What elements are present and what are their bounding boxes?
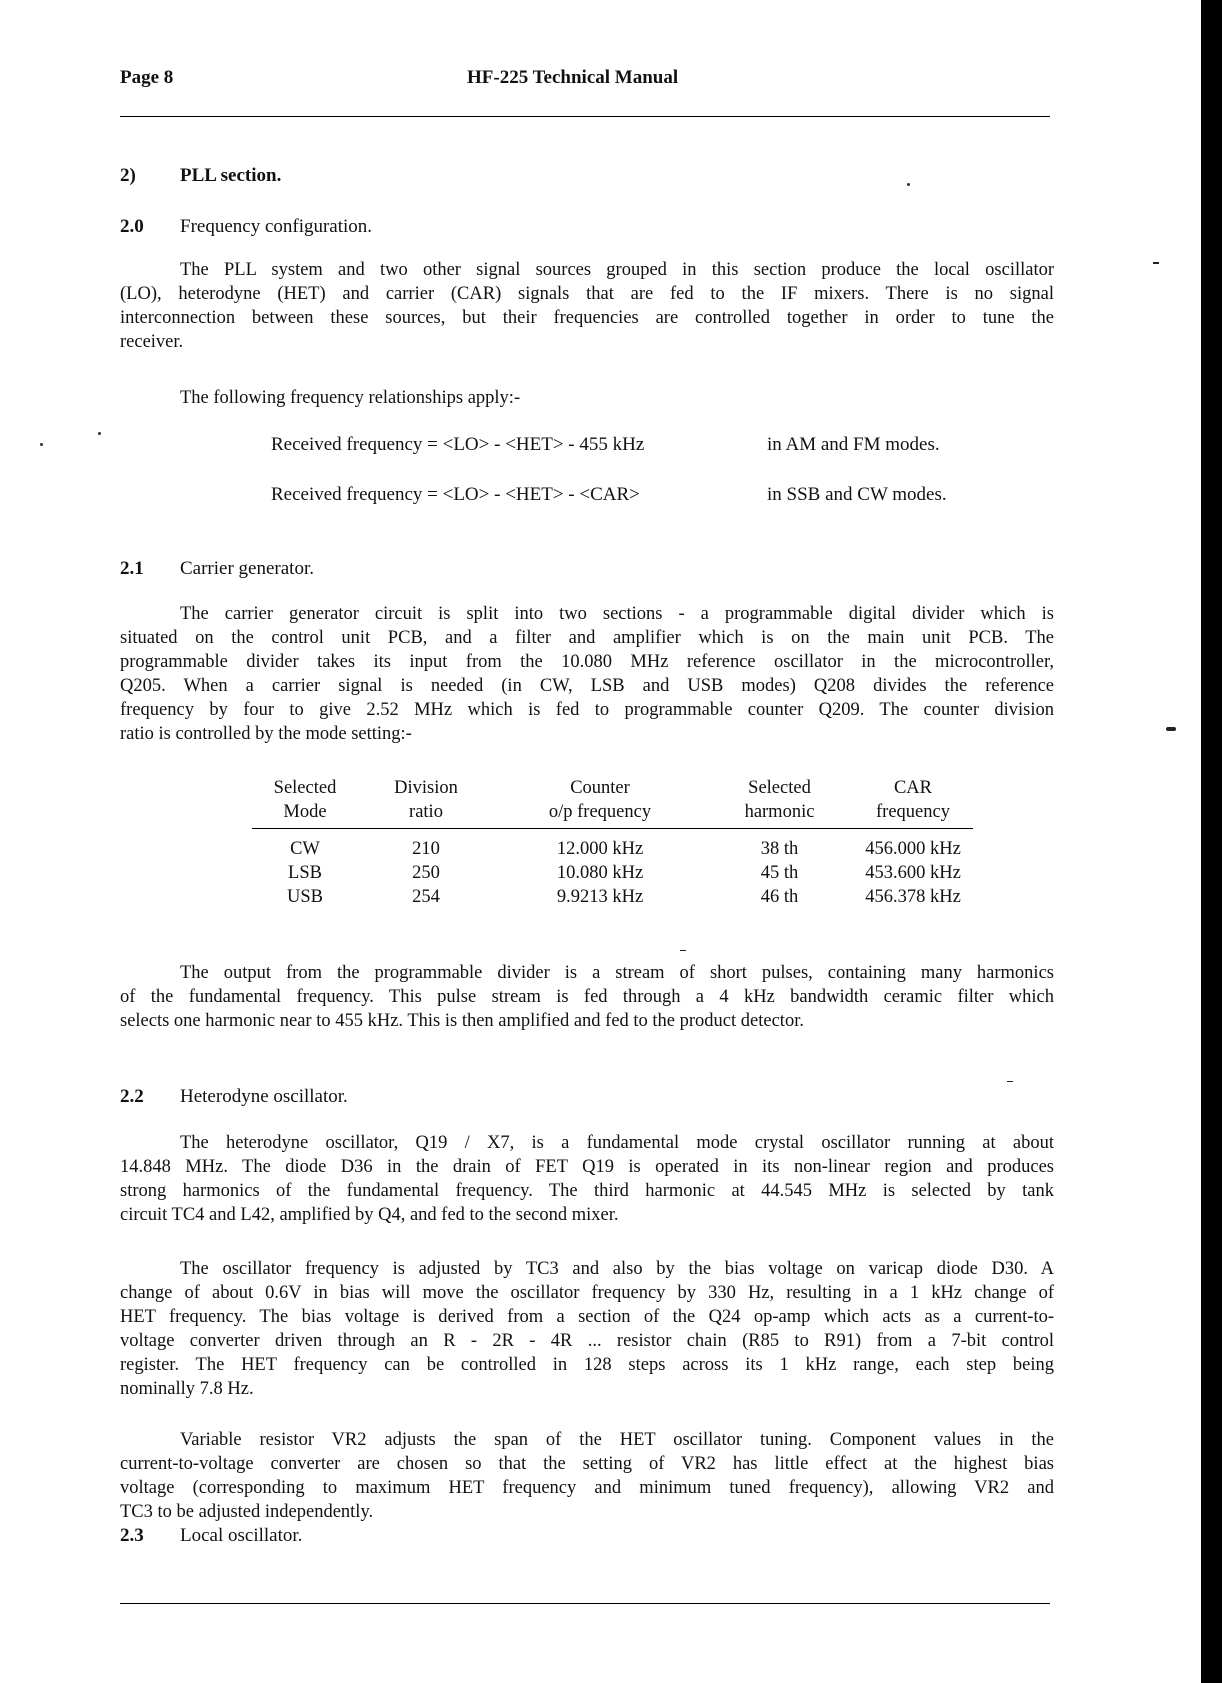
column-header-car: CAR frequency	[876, 778, 950, 822]
text-line: frequency by four to give 2.52 MHz which is fed to programmable counter Q209. The counter division	[120, 700, 1054, 720]
text-line: current-to-voltage converter are chosen so that the setting of VR2 has little effect at the highest bias	[120, 1454, 1054, 1474]
section-number: 2.2	[120, 1086, 144, 1107]
table-cell: 254	[412, 887, 440, 907]
section-title: Carrier generator.	[180, 558, 314, 579]
table-cell: USB	[287, 887, 323, 907]
scan-speck	[907, 183, 910, 186]
divider-output-paragraph	[120, 961, 1054, 1033]
text-line: of the fundamental frequency. This pulse stream is fed through a 4 kHz bandwidth ceramic filter which	[120, 987, 1054, 1007]
table-cell: 38 th	[760, 839, 799, 859]
table-cell: 453.600 kHz	[865, 863, 961, 883]
relationships-intro	[120, 386, 1054, 410]
section-title: Local oscillator.	[180, 1525, 303, 1546]
scan-mark	[1166, 727, 1176, 731]
section-2-1-heading	[120, 558, 314, 580]
text-line: The carrier generator circuit is split into two sections - a programmable digital divider which is	[180, 604, 1054, 624]
table-cell: 45 th	[760, 863, 799, 883]
scan-speck	[98, 432, 101, 435]
carrier-division-table	[252, 776, 973, 909]
text-line: strong harmonics of the fundamental frequency. The third harmonic at 44.545 MHz is selected by tank	[120, 1181, 1054, 1201]
section-2-0-heading	[120, 216, 372, 238]
table-cell: 456.000 kHz	[865, 839, 961, 859]
table-cell: 210	[412, 839, 440, 859]
text-line: receiver.	[120, 332, 184, 352]
text-line: circuit TC4 and L42, amplified by Q4, and fed to the second mixer.	[120, 1205, 619, 1225]
section-title: PLL section.	[180, 165, 282, 186]
document-title: HF-225 Technical Manual	[467, 67, 679, 88]
column-header-division: Division ratio	[394, 778, 458, 822]
table-row	[252, 861, 973, 885]
scan-mark	[680, 950, 686, 951]
text-line: The following frequency relationships apply:-	[180, 388, 521, 408]
section-2-2-heading	[120, 1086, 348, 1108]
section-2-3-heading	[120, 1525, 302, 1547]
text-line: The output from the programmable divider is a stream of short pulses, containing many harmonics	[180, 963, 1054, 983]
table-cell: CW	[290, 839, 320, 859]
table-cell: 250	[412, 863, 440, 883]
relation-mode: in AM and FM modes.	[767, 434, 940, 455]
text-line: voltage (corresponding to maximum HET frequency and minimum tuned frequency), allowing VR2 and	[120, 1478, 1054, 1498]
text-line: selects one harmonic near to 455 kHz. This is then amplified and fed to the product detector.	[120, 1011, 804, 1031]
section-number: 2)	[120, 165, 136, 186]
heterodyne-paragraph-2	[120, 1257, 1054, 1401]
text-line: HET frequency. The bias voltage is derived from a section of the Q24 op-amp which acts as a current-to-	[120, 1307, 1054, 1327]
heterodyne-paragraph-3	[120, 1428, 1054, 1524]
column-header-harmonic: Selected harmonic	[744, 778, 815, 822]
text-line: situated on the control unit PCB, and a filter and amplifier which is on the main unit PCB. The	[120, 628, 1054, 648]
text-line: (LO), heterodyne (HET) and carrier (CAR) signals that are fed to the IF mixers. There is no signal	[120, 284, 1054, 304]
text-line: Variable resistor VR2 adjusts the span of the HET oscillator tuning. Component values in the	[180, 1430, 1054, 1450]
text-line: change of about 0.6V in bias will move the oscillator frequency by 330 Hz, resulting in a 1 kHz change of	[120, 1283, 1054, 1303]
table-cell: 46 th	[760, 887, 799, 907]
scan-mark	[1153, 262, 1159, 264]
section-number: 2.0	[120, 216, 144, 237]
heterodyne-paragraph-1	[120, 1131, 1054, 1227]
scan-speck	[40, 443, 43, 446]
column-header-counter: Counter o/p frequency	[548, 778, 652, 822]
carrier-generator-paragraph	[120, 602, 1054, 746]
table-header-row	[252, 776, 973, 829]
table-cell: 12.000 kHz	[556, 839, 644, 859]
text-line: The heterodyne oscillator, Q19 / X7, is a fundamental mode crystal oscillator running at about	[180, 1133, 1054, 1153]
page-number: Page 8	[120, 67, 174, 88]
text-line: programmable divider takes its input from the 10.080 MHz reference oscillator in the microcontroller,	[120, 652, 1054, 672]
footer-rule	[120, 1603, 1050, 1604]
relation-mode: in SSB and CW modes.	[767, 484, 947, 505]
scan-mark	[1007, 1081, 1013, 1082]
table-cell: LSB	[288, 863, 322, 883]
header-rule	[120, 116, 1050, 117]
table-row	[252, 885, 973, 909]
table-cell: 10.080 kHz	[556, 863, 644, 883]
table-row	[252, 829, 973, 862]
text-line: 14.848 MHz. The diode D36 in the drain of FET Q19 is operated in its non-linear region and produces	[120, 1157, 1054, 1177]
section-number: 2.3	[120, 1525, 144, 1546]
text-line: nominally 7.8 Hz.	[120, 1379, 254, 1399]
relation-formula: Received frequency = <LO> - <HET> - <CAR>	[271, 484, 640, 505]
text-line: The oscillator frequency is adjusted by TC3 and also by the bias voltage on varicap diode D30. A	[180, 1259, 1054, 1279]
table-cell: 9.9213 kHz	[556, 887, 644, 907]
text-line: voltage converter driven through an R - 2R - 4R ... resistor chain (R85 to R91) from a 7-bit control	[120, 1331, 1054, 1351]
section-title: Heterodyne oscillator.	[180, 1086, 348, 1107]
section-title: Frequency configuration.	[180, 216, 373, 237]
relation-formula: Received frequency = <LO> - <HET> - 455 kHz	[271, 434, 645, 455]
text-line: Q205. When a carrier signal is needed (in CW, LSB and USB modes) Q208 divides the reference	[120, 676, 1054, 696]
frequency-config-paragraph	[120, 258, 1054, 354]
section-number: 2.1	[120, 558, 144, 579]
text-line: ratio is controlled by the mode setting:-	[120, 724, 412, 744]
table-cell: 456.378 kHz	[865, 887, 961, 907]
text-line: interconnection between these sources, but their frequencies are controlled together in order to tune the	[120, 308, 1054, 328]
section-2-heading	[120, 165, 281, 187]
column-header-mode: Selected Mode	[273, 778, 337, 822]
text-line: TC3 to be adjusted independently.	[120, 1502, 374, 1522]
text-line: The PLL system and two other signal sources grouped in this section produce the local oscillator	[180, 260, 1054, 280]
text-line: register. The HET frequency can be controlled in 128 steps across its 1 kHz range, each step being	[120, 1355, 1054, 1375]
